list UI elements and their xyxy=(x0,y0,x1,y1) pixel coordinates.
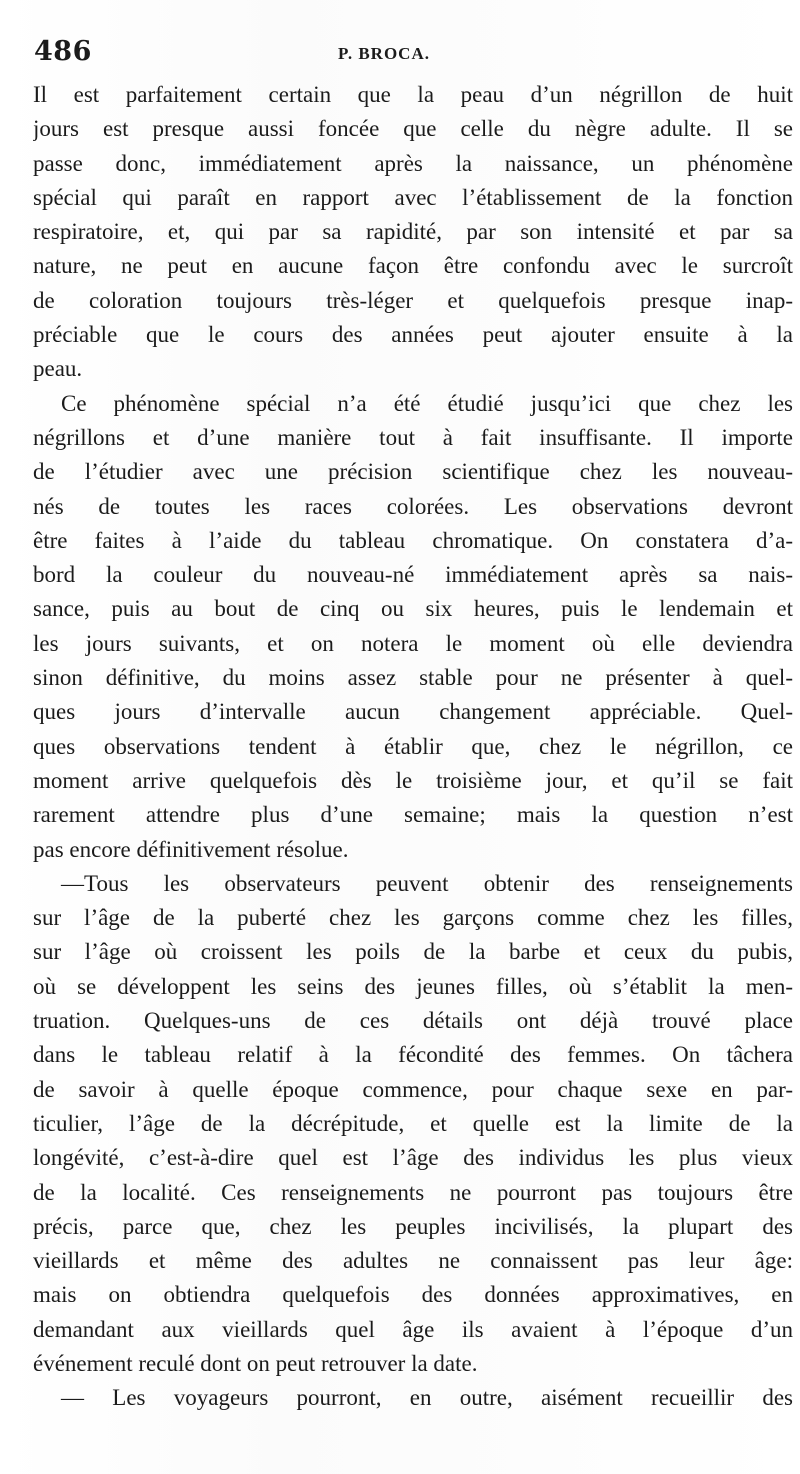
text-line: où se développent les seins des jeunes filles, où s’établit la men- xyxy=(33,973,793,999)
text-line: demandant aux vieillards quel âge ils avaient à l’époque d’un xyxy=(33,1316,793,1342)
text-line: moment arrive quelquefois dès le troisième jour, et qu’il se fait xyxy=(33,767,793,793)
text-line: vieillards et même des adultes ne connaissent pas leur âge: xyxy=(33,1248,793,1274)
text-line: jours est presque aussi foncée que celle du nègre adulte. Il se xyxy=(33,116,793,142)
text-line: ques jours d’intervalle aucun changement appréciable. Quel- xyxy=(33,699,793,725)
text-line: être faites à l’aide du tableau chromatique. On constatera d’a- xyxy=(33,527,793,553)
page-number: 486 xyxy=(34,36,92,67)
text-line: négrillons et d’une manière tout à fait insuffisante. Il importe xyxy=(33,424,793,450)
text-line: de savoir à quelle époque commence, pour chaque sexe en par- xyxy=(33,1076,793,1102)
text-line: sur l’âge de la puberté chez les garçons comme chez les filles, xyxy=(33,905,793,931)
paragraph-start-line: —Tous les observateurs peuvent obtenir des renseignements xyxy=(61,870,793,896)
text-line: sinon définitive, du moins assez stable pour ne présenter à quel- xyxy=(33,665,793,691)
paragraph-start-line: — Les voyageurs pourront, en outre, aisément recueillir des xyxy=(61,1385,793,1411)
text-line: dans le tableau relatif à la fécondité des femmes. On tâchera xyxy=(33,1042,793,1068)
text-line: ques observations tendent à établir que, chez le négrillon, ce xyxy=(33,733,793,759)
text-line: sur l’âge où croissent les poils de la barbe et ceux du pubis, xyxy=(33,939,793,965)
text-line: spécial qui paraît en rapport avec l’établissement de la fonction xyxy=(33,184,793,210)
paragraph-end-line: peau. xyxy=(33,356,83,382)
text-line: ticulier, l’âge de la décrépitude, et quelle est la limite de la xyxy=(33,1110,793,1136)
text-line: mais on obtiendra quelquefois des données approximatives, en xyxy=(33,1282,793,1308)
text-line: sance, puis au bout de cinq ou six heures, puis le lendemain et xyxy=(33,596,793,622)
text-line: préciable que le cours des années peut ajouter ensuite à la xyxy=(33,322,793,348)
text-line: Il est parfaitement certain que la peau d’un négrillon de huit xyxy=(33,82,793,107)
text-line: de coloration toujours très-léger et quelquefois presque inap- xyxy=(33,287,793,313)
text-line: précis, parce que, chez les peuples incivilisés, la plupart des xyxy=(33,1213,793,1239)
text-line: les jours suivants, et on notera le moment où elle deviendra xyxy=(33,630,793,656)
text-line: respiratoire, et, qui par sa rapidité, par son intensité et par sa xyxy=(33,219,793,245)
paragraph-end-line: pas encore définitivement résolue. xyxy=(33,836,349,862)
text-line: truation. Quelques-uns de ces détails ont déjà trouvé place xyxy=(33,1008,793,1034)
running-head: P. BROCA. xyxy=(338,44,430,63)
text-line: nés de toutes les races colorées. Les observations devront xyxy=(33,493,793,519)
text-line: passe donc, immédiatement après la naissance, un phénomène xyxy=(33,150,793,176)
text-line: rarement attendre plus d’une semaine; mais la question n’est xyxy=(33,802,793,828)
paragraph-end-line: événement reculé dont on peut retrouver la date. xyxy=(33,1350,478,1376)
text-line: nature, ne peut en aucune façon être confondu avec le surcroît xyxy=(33,253,793,279)
text-line: bord la couleur du nouveau-né immédiatement après sa nais- xyxy=(33,562,793,588)
body-text xyxy=(33,78,793,1416)
paragraph-start-line: Ce phénomène spécial n’a été étudié jusqu’ici que chez les xyxy=(61,390,793,416)
text-line: de l’étudier avec une précision scientifique chez les nouveau- xyxy=(33,459,793,485)
text-line: longévité, c’est-à-dire quel est l’âge des individus les plus vieux xyxy=(33,1145,793,1171)
text-line: de la localité. Ces renseignements ne pourront pas toujours être xyxy=(33,1179,793,1205)
page-header xyxy=(0,36,800,76)
